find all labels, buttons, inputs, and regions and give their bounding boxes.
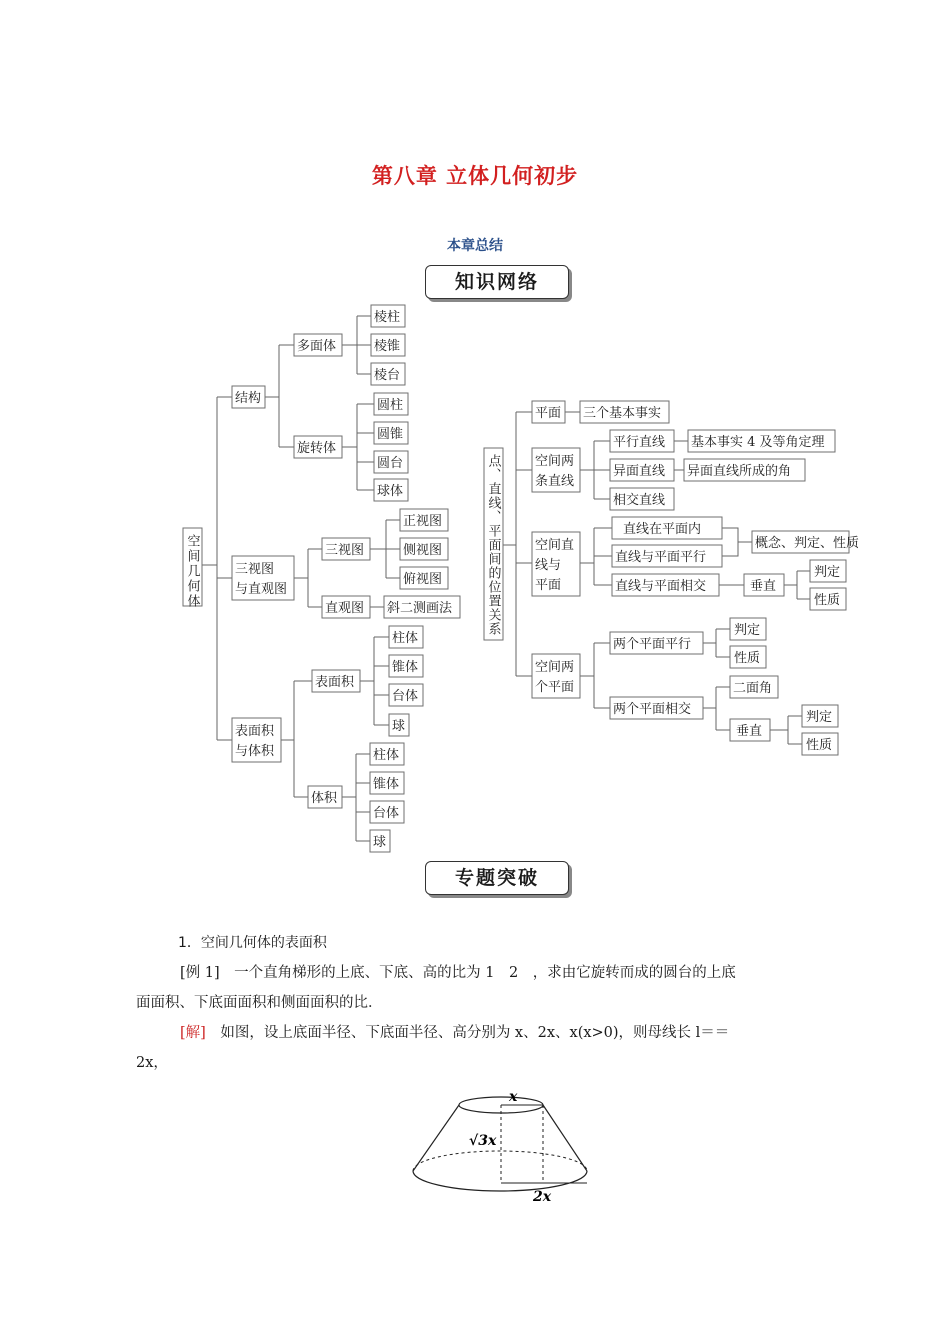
svg-text:多面体: 多面体 [297,339,337,354]
node-two-lines [532,448,580,492]
solution-line2: 2x， [136,1055,168,1071]
node-judge-3 [802,705,838,727]
summary-label: 本章总结 [447,238,503,254]
node-three-views [322,538,370,560]
svg-text:正视图: 正视图 [403,514,443,529]
node-volume [308,786,342,808]
svg-text:侧视图: 侧视图 [403,543,443,558]
node-perpendicular-1 [744,574,784,596]
node-parallel-lines [610,430,674,452]
node-v-frustum [370,801,404,823]
node-line-plane-intersect [612,574,719,596]
node-front-view [400,509,448,531]
svg-text:空间两: 空间两 [535,660,575,675]
svg-text:平面: 平面 [535,578,562,593]
svg-text:三视图: 三视图 [325,543,365,558]
svg-text:旋转体: 旋转体 [297,441,337,456]
node-judge-2 [730,618,766,640]
node-dihedral-angle [730,676,778,698]
svg-text:直线与平面相交: 直线与平面相交 [615,579,707,594]
svg-text:三个基本事实: 三个基本事实 [583,406,662,421]
node-views [232,556,294,600]
knowledge-network-banner: 知识网络 [425,265,569,299]
example-line1: 一个直角梯形的上底、下底、高的比为 1 2 ，求由它旋转而成的圆台的上底 [219,965,736,981]
svg-text:条直线: 条直线 [535,474,575,489]
node-frustum [371,363,405,385]
example-line2: 面面积、下底面面积和侧面面积的比． [136,995,383,1011]
svg-text:直线在平面内: 直线在平面内 [623,522,702,537]
node-prism [371,305,405,327]
svg-text:异面直线: 异面直线 [613,464,666,479]
svg-text:棱柱: 棱柱 [374,310,401,325]
svg-text:表面积: 表面积 [235,724,275,739]
svg-text:柱体: 柱体 [392,631,419,646]
node-line-plane-parallel [612,545,722,567]
svg-text:体积: 体积 [311,791,338,806]
svg-text:台体: 台体 [373,806,400,821]
svg-text:个平面: 个平面 [535,680,575,695]
section-heading: 1．空间几何体的表面积 [178,935,327,951]
node-fact4 [688,430,835,452]
node-point-line-plane [484,448,503,640]
node-side-view [400,538,448,560]
chapter-title: 第八章 立体几何初步 [371,163,579,188]
svg-text:棱锥: 棱锥 [374,339,401,354]
node-pyramid [371,334,405,356]
node-truncated-cone [374,451,408,473]
svg-text:基本事实 4 及等角定理: 基本事实 4 及等角定理 [691,435,825,450]
node-plane [532,401,565,423]
node-sphere [374,479,408,501]
svg-text:斜二测画法: 斜二测画法 [387,601,453,616]
svg-text:异面直线所成的角: 异面直线所成的角 [687,464,792,479]
knowledge-map [0,300,950,860]
node-intuitive-view [322,596,370,618]
node-two-planes [532,654,580,698]
node-three-facts [580,401,669,423]
solution-tag: [解] [180,1025,206,1041]
svg-text:圆柱: 圆柱 [377,398,404,413]
node-v-sphere [370,830,390,852]
svg-text:性质: 性质 [814,593,841,608]
svg-text:空间两: 空间两 [535,454,575,469]
node-line-in-plane [612,517,722,539]
svg-text:球体: 球体 [377,484,404,499]
node-polyhedron [294,334,342,356]
svg-text:空间几何体: 空间几何体 [184,534,200,609]
node-space-solids [183,528,202,609]
bottom-back-arc [413,1151,587,1171]
node-cylinder [374,393,408,415]
svg-text:平面: 平面 [535,406,562,421]
left-generatrix [413,1105,459,1171]
node-perpendicular-2 [730,719,770,741]
node-sa-cone [389,655,423,677]
svg-text:直线与平面平行: 直线与平面平行 [615,550,707,565]
example-paragraph [136,958,816,1018]
node-v-cone [370,772,404,794]
svg-text:性质: 性质 [734,651,761,666]
svg-text:柱体: 柱体 [373,748,400,763]
node-line-plane [532,532,580,596]
svg-text:两个平面平行: 两个平面平行 [613,637,692,652]
solution-paragraph [136,1018,816,1078]
svg-text:与直观图: 与直观图 [235,582,288,597]
node-sa-sphere [389,714,409,736]
svg-text:俯视图: 俯视图 [403,572,443,587]
svg-text:直观图: 直观图 [325,601,365,616]
node-planes-parallel [610,632,703,654]
svg-text:与体积: 与体积 [235,744,275,759]
solution-line1: 如图，设上底面半径、下底面半径、高分别为 x、2x、x(x>0)，则母线长 l＝＝ [205,1025,730,1041]
node-solid-of-revolution [294,436,342,458]
node-structure [232,386,265,408]
svg-text:判定: 判定 [734,623,761,638]
node-concept-judge-property [752,531,859,553]
bottom-radius-label: 2x [533,1189,552,1205]
svg-text:圆锥: 圆锥 [377,427,404,442]
node-v-cylinder [370,743,404,765]
node-property-3 [802,733,838,755]
svg-text:判定: 判定 [814,565,841,580]
node-cone [374,422,408,444]
svg-text:点、直线、平面间的位置关系: 点、直线、平面间的位置关系 [485,454,501,636]
node-surface-area [312,670,360,692]
frustum-figure [405,1083,595,1213]
svg-text:两个平面相交: 两个平面相交 [613,702,692,717]
node-planes-intersect [610,697,703,719]
node-property-1 [810,588,846,610]
svg-text:三视图: 三视图 [235,562,275,577]
svg-text:性质: 性质 [806,738,833,753]
svg-text:空间直: 空间直 [535,538,575,553]
svg-text:表面积: 表面积 [315,675,355,690]
svg-text:球: 球 [392,719,406,734]
bottom-front-arc [413,1171,587,1191]
height-label: √3x [469,1133,497,1149]
svg-text:锥体: 锥体 [392,660,419,675]
svg-text:圆台: 圆台 [377,456,404,471]
svg-text:二面角: 二面角 [733,681,773,696]
node-skew-lines [610,459,674,481]
node-top-view [400,567,448,589]
node-sa-cylinder [389,626,423,648]
node-area-volume [232,718,281,762]
node-skew-angle [684,459,805,481]
svg-text:锥体: 锥体 [373,777,400,792]
svg-text:台体: 台体 [392,689,419,704]
node-judge-1 [810,560,846,582]
top-radius-label: x [509,1089,518,1105]
svg-text:判定: 判定 [806,710,833,725]
svg-text:棱台: 棱台 [374,368,401,383]
svg-text:相交直线: 相交直线 [613,493,666,508]
topics-banner: 专题突破 [425,861,569,895]
node-property-2 [730,646,766,668]
right-generatrix [543,1105,587,1171]
example-tag: [例 1] [180,965,220,981]
node-intersecting-lines [610,488,674,510]
node-oblique-method [384,596,460,618]
svg-text:平行直线: 平行直线 [613,435,666,450]
svg-text:垂直: 垂直 [736,724,763,739]
svg-text:球: 球 [373,835,387,850]
svg-text:结构: 结构 [235,391,262,406]
svg-text:线与: 线与 [535,558,562,573]
svg-text:垂直: 垂直 [750,579,777,594]
svg-text:概念、判定、性质: 概念、判定、性质 [755,536,860,551]
node-sa-frustum [389,684,423,706]
